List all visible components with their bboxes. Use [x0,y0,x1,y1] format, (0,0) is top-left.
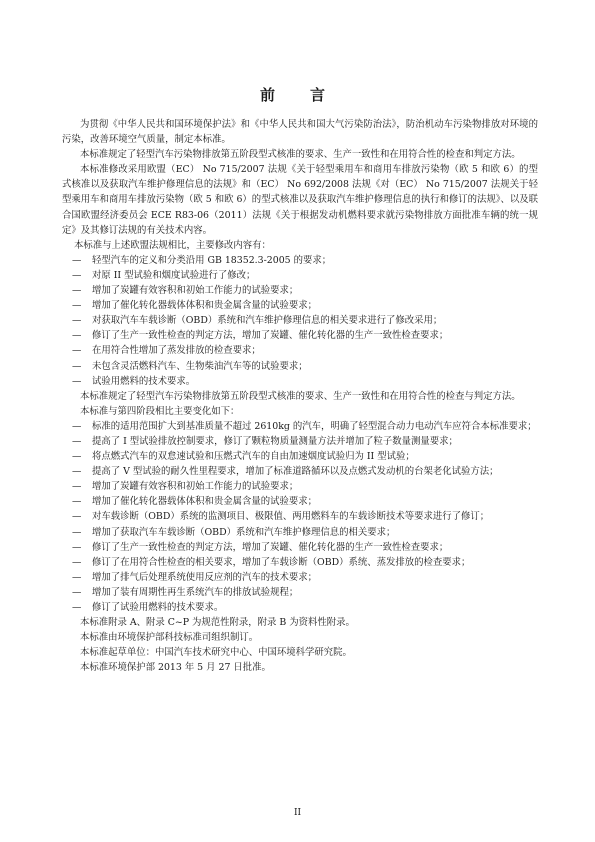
list-item-text: 增加了炭罐有效容积和初始工作能力的试验要求； [92,481,299,493]
list-item [62,509,538,524]
dash-marker: — [72,541,82,553]
dash-marker: — [72,511,82,523]
intro-paragraph: 本标准修改采用欧盟（EC） No 715/2007 法规《关于轻型乘用车和商用车排放污染物（欧 5 和欧 6）的型式核准以及获取汽车维护修理信息的法规》和（EC） No 692/2008 法规《对（EC） No 715/2007 法规关于轻型乘用车和商用车排放污染物（欧 5 和欧 6）的型式核准以及获取汽车维护修理信息的执行和修订的法规》、以及联合国欧盟经济委员会 ECE R83-06（2011）法规《关于根据发动机燃料要求就污染物排放方面批准车辆的统一规定》及其修订法规的有关技术内容。 [62,164,538,236]
list-item [62,283,538,298]
dash-marker: — [72,345,82,357]
list-item [62,298,538,313]
stage4-diff-heading: 本标准与第四阶段相比主要变化如下： [80,405,240,417]
list-item [62,555,538,570]
list-item [62,570,538,585]
list-item-text: 增加了获取汽车车载诊断（OBD）系统和汽车维护修理信息的相关要求； [92,526,396,538]
page-number: II [293,808,302,818]
dash-marker: — [72,420,82,432]
page-title: 前 言 [259,86,335,104]
dash-marker: — [72,556,82,568]
list-item [62,374,538,389]
list-item [62,540,538,555]
list-item-text: 修订了在用符合性检查的相关要求，增加了车载诊断（OBD）系统、蒸发排放的检查要求； [92,556,471,568]
list-item-text: 在用符合性增加了蒸发排放的检查要求； [92,345,261,357]
list-item-text: 将点燃式汽车的双怠速试验和压燃式汽车的自由加速烟度试验归为 II 型试验； [92,451,415,463]
closing-paragraph: 本标准起草单位：中国汽车技术研究中心、中国环境科学研究院。 [80,647,352,659]
list-item [62,328,538,343]
dash-marker: — [72,481,82,493]
dash-marker: — [72,435,82,447]
list-item [62,600,538,615]
list-item-text: 增加了炭罐有效容积和初始工作能力的试验要求； [92,285,299,297]
closing-paragraph: 本标准附录 A、附录 C~P 为规范性附录，附录 B 为资料性附录。 [80,617,355,629]
list-item [62,313,538,328]
stage4-diff-list [62,419,538,615]
list-item-text: 对获取汽车车载诊断（OBD）系统和汽车维护修理信息的相关要求进行了修改采用； [92,315,443,327]
eu-diff-list [62,253,538,389]
list-item-text: 修订了生产一致性检查的判定方法，增加了炭罐、催化转化器的生产一致性检查要求； [92,330,449,342]
dash-marker: — [72,330,82,342]
list-item [62,359,538,374]
dash-marker: — [72,602,82,613]
dash-marker: — [72,586,82,598]
scope-paragraph: 本标准规定了轻型汽车污染物排放第五阶段型式核准的要求、生产一致性和在用符合性的检查与判定方法。 [80,390,521,402]
dash-marker: — [72,300,82,312]
list-item-text: 增加了催化转化器载体体积和贵金属含量的试验要求； [92,496,318,508]
list-item-text: 对原 II 型试验和烟度试验进行了修改； [92,269,256,281]
list-item [62,434,538,449]
dash-marker: — [72,254,82,266]
list-item-text: 增加了催化转化器载体体积和贵金属含量的试验要求； [92,300,318,312]
intro-paragraph: 为贯彻《中华人民共和国环境保护法》和《中华人民共和国大气污染防治法》，防治机动车污染物排放对环境的污染，改善环境空气质量，制定本标准。 [62,119,538,146]
dash-marker: — [72,466,82,478]
list-item [62,525,538,540]
list-item-text: 提高了 I 型试验排放控制要求，修订了颗粒物质量测量方法并增加了粒子数量测量要求； [92,435,458,447]
list-item [62,343,538,358]
list-item-text: 提高了 V 型试验的耐久性里程要求，增加了标准道路循环以及点燃式发动机的台架老化试验方法； [92,466,499,478]
list-item-text: 修订了生产一致性检查的判定方法，增加了炭罐、催化转化器的生产一致性检查要求； [92,541,449,553]
list-item-text: 增加了排气后处理系统使用反应剂的汽车的技术要求； [92,571,318,583]
list-item [62,253,538,268]
dash-marker: — [72,451,82,463]
dash-marker: — [72,375,82,387]
list-item [62,449,538,464]
document-body [62,117,538,675]
list-item-text: 修订了试验用燃料的技术要求。 [92,602,224,613]
list-item [62,464,538,479]
dash-marker: — [72,285,82,297]
dash-marker: — [72,496,82,508]
closing-paragraph: 本标准由环境保护部科技标准司组织制订。 [80,632,259,644]
closing-paragraph: 本标准环境保护部 2013 年 5 月 27 日批准。 [80,662,271,674]
list-item [62,494,538,509]
dash-marker: — [72,360,82,372]
list-item [62,585,538,600]
list-item [62,419,538,434]
eu-diff-heading: 本标准与上述欧盟法规相比，主要修改内容有： [74,239,271,251]
dash-marker: — [72,571,82,583]
list-item-text: 增加了装有周期性再生系统汽车的排放试验规程； [92,586,299,598]
dash-marker: — [72,526,82,538]
list-item-text: 试验用燃料的技术要求。 [92,375,196,387]
list-item-text: 轻型汽车的定义和分类沿用 GB 18352.3-2005 的要求； [92,254,332,266]
dash-marker: — [72,315,82,327]
dash-marker: — [72,269,82,281]
list-item-text: 标准的适用范围扩大到基准质量不超过 2610kg 的汽车，明确了轻型混合动力电动汽车应符合本标准要求； [92,420,537,432]
list-item [62,479,538,494]
list-item-text: 对车载诊断（OBD）系统的监测项目、极限值、两用燃料车的车载诊断技术等要求进行了修订； [92,511,490,523]
list-item-text: 未包含灵活燃料汽车、生物柴油汽车等的试验要求； [92,360,308,372]
intro-paragraph: 本标准规定了轻型汽车污染物排放第五阶段型式核准的要求、生产一致性和在用符合性的检查和判定方法。 [80,149,521,161]
list-item [62,268,538,283]
